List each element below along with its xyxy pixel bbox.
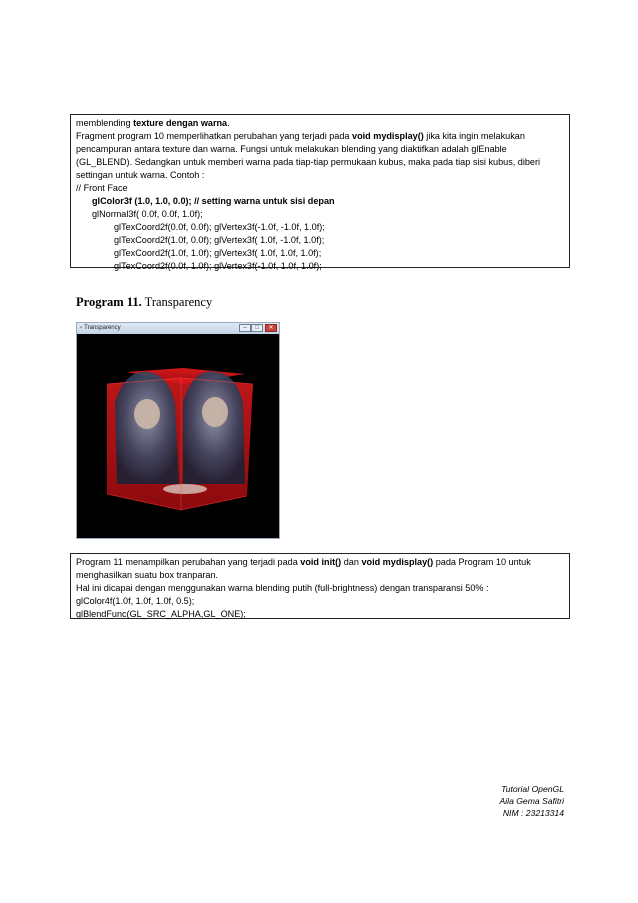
text-line: Hal ini dicapai dengan menggunakan warna blending putih (full-brightness) dengan transparansi 50% : (76, 583, 489, 593)
text-line: memblending texture dengan warna. (76, 118, 230, 128)
code-line: glTexCoord2f(1.0f, 0.0f); glVertex3f( 1.0f, -1.0f, 1.0f); (114, 235, 325, 245)
text-line: settingan untuk warna. Contoh : (76, 170, 205, 180)
description-box (70, 114, 570, 271)
code-line: glTexCoord2f(1.0f, 1.0f); glVertex3f( 1.0f, 1.0f, 1.0f); (114, 248, 322, 258)
code-line: glTexCoord2f(0.0f, 1.0f); glVertex3f(-1.0f, 1.0f, 1.0f); (114, 261, 322, 271)
footer-author: Aila Gema Safitri (499, 796, 564, 806)
page-footer (500, 783, 564, 819)
code-line: glNormal3f( 0.0f, 0.0f, 1.0f); (92, 209, 203, 219)
window-title: Transparency (84, 325, 121, 331)
face-left (134, 399, 160, 429)
close-button[interactable]: ✕ (265, 324, 277, 332)
text-line: (GL_BLEND). Sedangkan untuk memberi warna pada tiap-tiap permukaan kubus, maka pada tiap sisi kubus, diberi (76, 157, 541, 167)
face-right (202, 397, 228, 427)
window-titlebar[interactable] (77, 323, 279, 334)
program-caption: Program 11. Transparency (76, 295, 213, 309)
footer-nim: NIM : 23213314 (502, 808, 564, 818)
code-line: glColor3f (1.0, 1.0, 0.0); // setting warna untuk sisi depan (92, 196, 335, 206)
text-line: pencampuran antara texture dan warna. Fungsi untuk melakukan blending yang diaktifkan adalah glEnable (76, 144, 507, 154)
photo-texture-right (183, 372, 245, 484)
text-line: Program 11 menampilkan perubahan yang terjadi pada void init() dan void mydisplay() pada Program 10 untuk (76, 557, 531, 567)
transparency-window (76, 322, 280, 539)
code-line: glColor4f(1.0f, 1.0f, 1.0f, 0.5); (76, 596, 195, 606)
bottom-face-highlight (163, 484, 207, 494)
maximize-button[interactable]: □ (251, 324, 263, 332)
text-line: menghasilkan suatu box tranparan. (76, 570, 219, 580)
code-line: glBlendFunc(GL_SRC_ALPHA,GL_ONE); (76, 609, 246, 619)
transparent-cube-render (77, 334, 279, 538)
code-line: glTexCoord2f(0.0f, 0.0f); glVertex3f(-1.0f, -1.0f, 1.0f); (114, 222, 325, 232)
app-icon: ▫ (80, 325, 83, 331)
code-comment: // Front Face (76, 183, 128, 193)
minimize-button[interactable]: – (239, 324, 251, 332)
footer-title: Tutorial OpenGL (501, 784, 564, 794)
text-line: Fragment program 10 memperlihatkan perubahan yang terjadi pada void mydisplay() jika kita ingin melakukan (76, 131, 525, 141)
explanation-box (70, 553, 570, 619)
